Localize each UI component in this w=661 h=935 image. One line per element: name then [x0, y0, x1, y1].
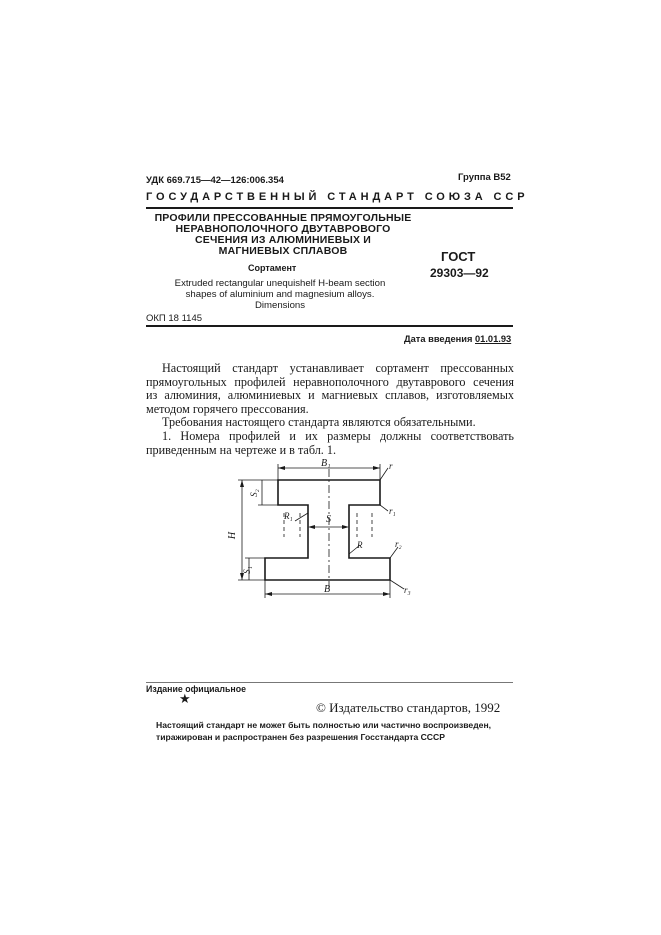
reproduction-notice-line-2: тиражирован и распространен без разрешения Госстандарта СССР: [156, 732, 445, 742]
title-line-4: МАГНИЕВЫХ СПЛАВОВ: [218, 245, 348, 257]
label-b: B: [324, 584, 331, 595]
english-title-line-1: Extruded rectangular unequishelf H-beam section: [174, 278, 386, 289]
title-line-3: СЕЧЕНИЯ ИЗ АЛЮМИНИЕВЫХ И: [194, 234, 372, 246]
label-R1: R₁: [284, 511, 293, 521]
title-subtitle: Сортамент: [248, 263, 297, 273]
label-r1: r₁: [389, 506, 396, 516]
label-h: H: [227, 531, 239, 540]
english-title-line-3: Dimensions: [254, 300, 306, 311]
reproduction-notice: [156, 719, 516, 743]
footer-rule: [146, 682, 513, 683]
banner-rule: [146, 207, 513, 209]
gost-label: ГОСТ: [441, 249, 476, 264]
paragraph-3-line-1: 1. Номера профилей и их размеры должны соответствовать: [162, 429, 514, 443]
label-r2: r₂: [395, 539, 402, 549]
paragraph-1-line-4: методом горячего прессования.: [146, 401, 309, 416]
label-R: R: [357, 540, 363, 550]
paragraph-1-line-2: прямоугольных профилей неравнополочного двутаврового сечения: [146, 374, 514, 389]
paragraph-1-line-3: из алюминия, алюминиевых и магниевых сплавов, изготовляемых: [146, 388, 514, 403]
paragraph-1-line-1: Настоящий стандарт устанавливает сортамент прессованных: [162, 361, 514, 375]
english-title-line-2: shapes of aluminium and magnesium alloys.: [185, 289, 375, 300]
label-b1: B₁: [321, 458, 331, 469]
h-beam-drawing: [220, 455, 420, 605]
official-edition: Издание официальное: [146, 684, 246, 694]
paragraph-3: [146, 423, 514, 457]
star-mark: ★: [179, 691, 191, 706]
okp-code: ОКП 18 1145: [146, 313, 203, 324]
standard-banner: ГОСУДАРСТВЕННЫЙ СТАНДАРТ СОЮЗА ССР: [146, 191, 529, 203]
label-r3: r₃: [404, 585, 411, 595]
label-s1: S₁: [241, 566, 252, 574]
gost-number: 29303—92: [430, 266, 489, 280]
intro-date: [404, 334, 511, 344]
label-s2: S₂: [248, 489, 259, 497]
intro-date-label: Дата введения: [404, 334, 473, 344]
english-title: [150, 278, 410, 311]
group-code: Группа В52: [458, 172, 511, 183]
paragraph-2: Требования настоящего стандарта являются обязательными.: [162, 415, 476, 429]
intro-date-value: 01.01.93: [475, 334, 512, 344]
title-line-2: НЕРАВНОПОЛОЧНОГО ДВУТАВРОВОГО: [175, 223, 391, 235]
reproduction-notice-line-1: Настоящий стандарт не может быть полностью или частично воспроизведен,: [156, 720, 492, 730]
title-line-1: ПРОФИЛИ ПРЕССОВАННЫЕ ПРЯМОУГОЛЬНЫЕ: [154, 212, 412, 224]
document-title: [148, 213, 418, 257]
udk-code: УДК 669.715—42—126:006.354: [146, 175, 284, 186]
label-r: r: [389, 461, 393, 471]
paragraph-1: [146, 362, 514, 416]
label-s: S: [326, 514, 331, 525]
copyright: © Издательство стандартов, 1992: [316, 700, 501, 715]
paragraph-3-line-2: приведенным на чертеже и в табл. 1.: [146, 442, 337, 457]
okp-rule: [146, 325, 513, 327]
